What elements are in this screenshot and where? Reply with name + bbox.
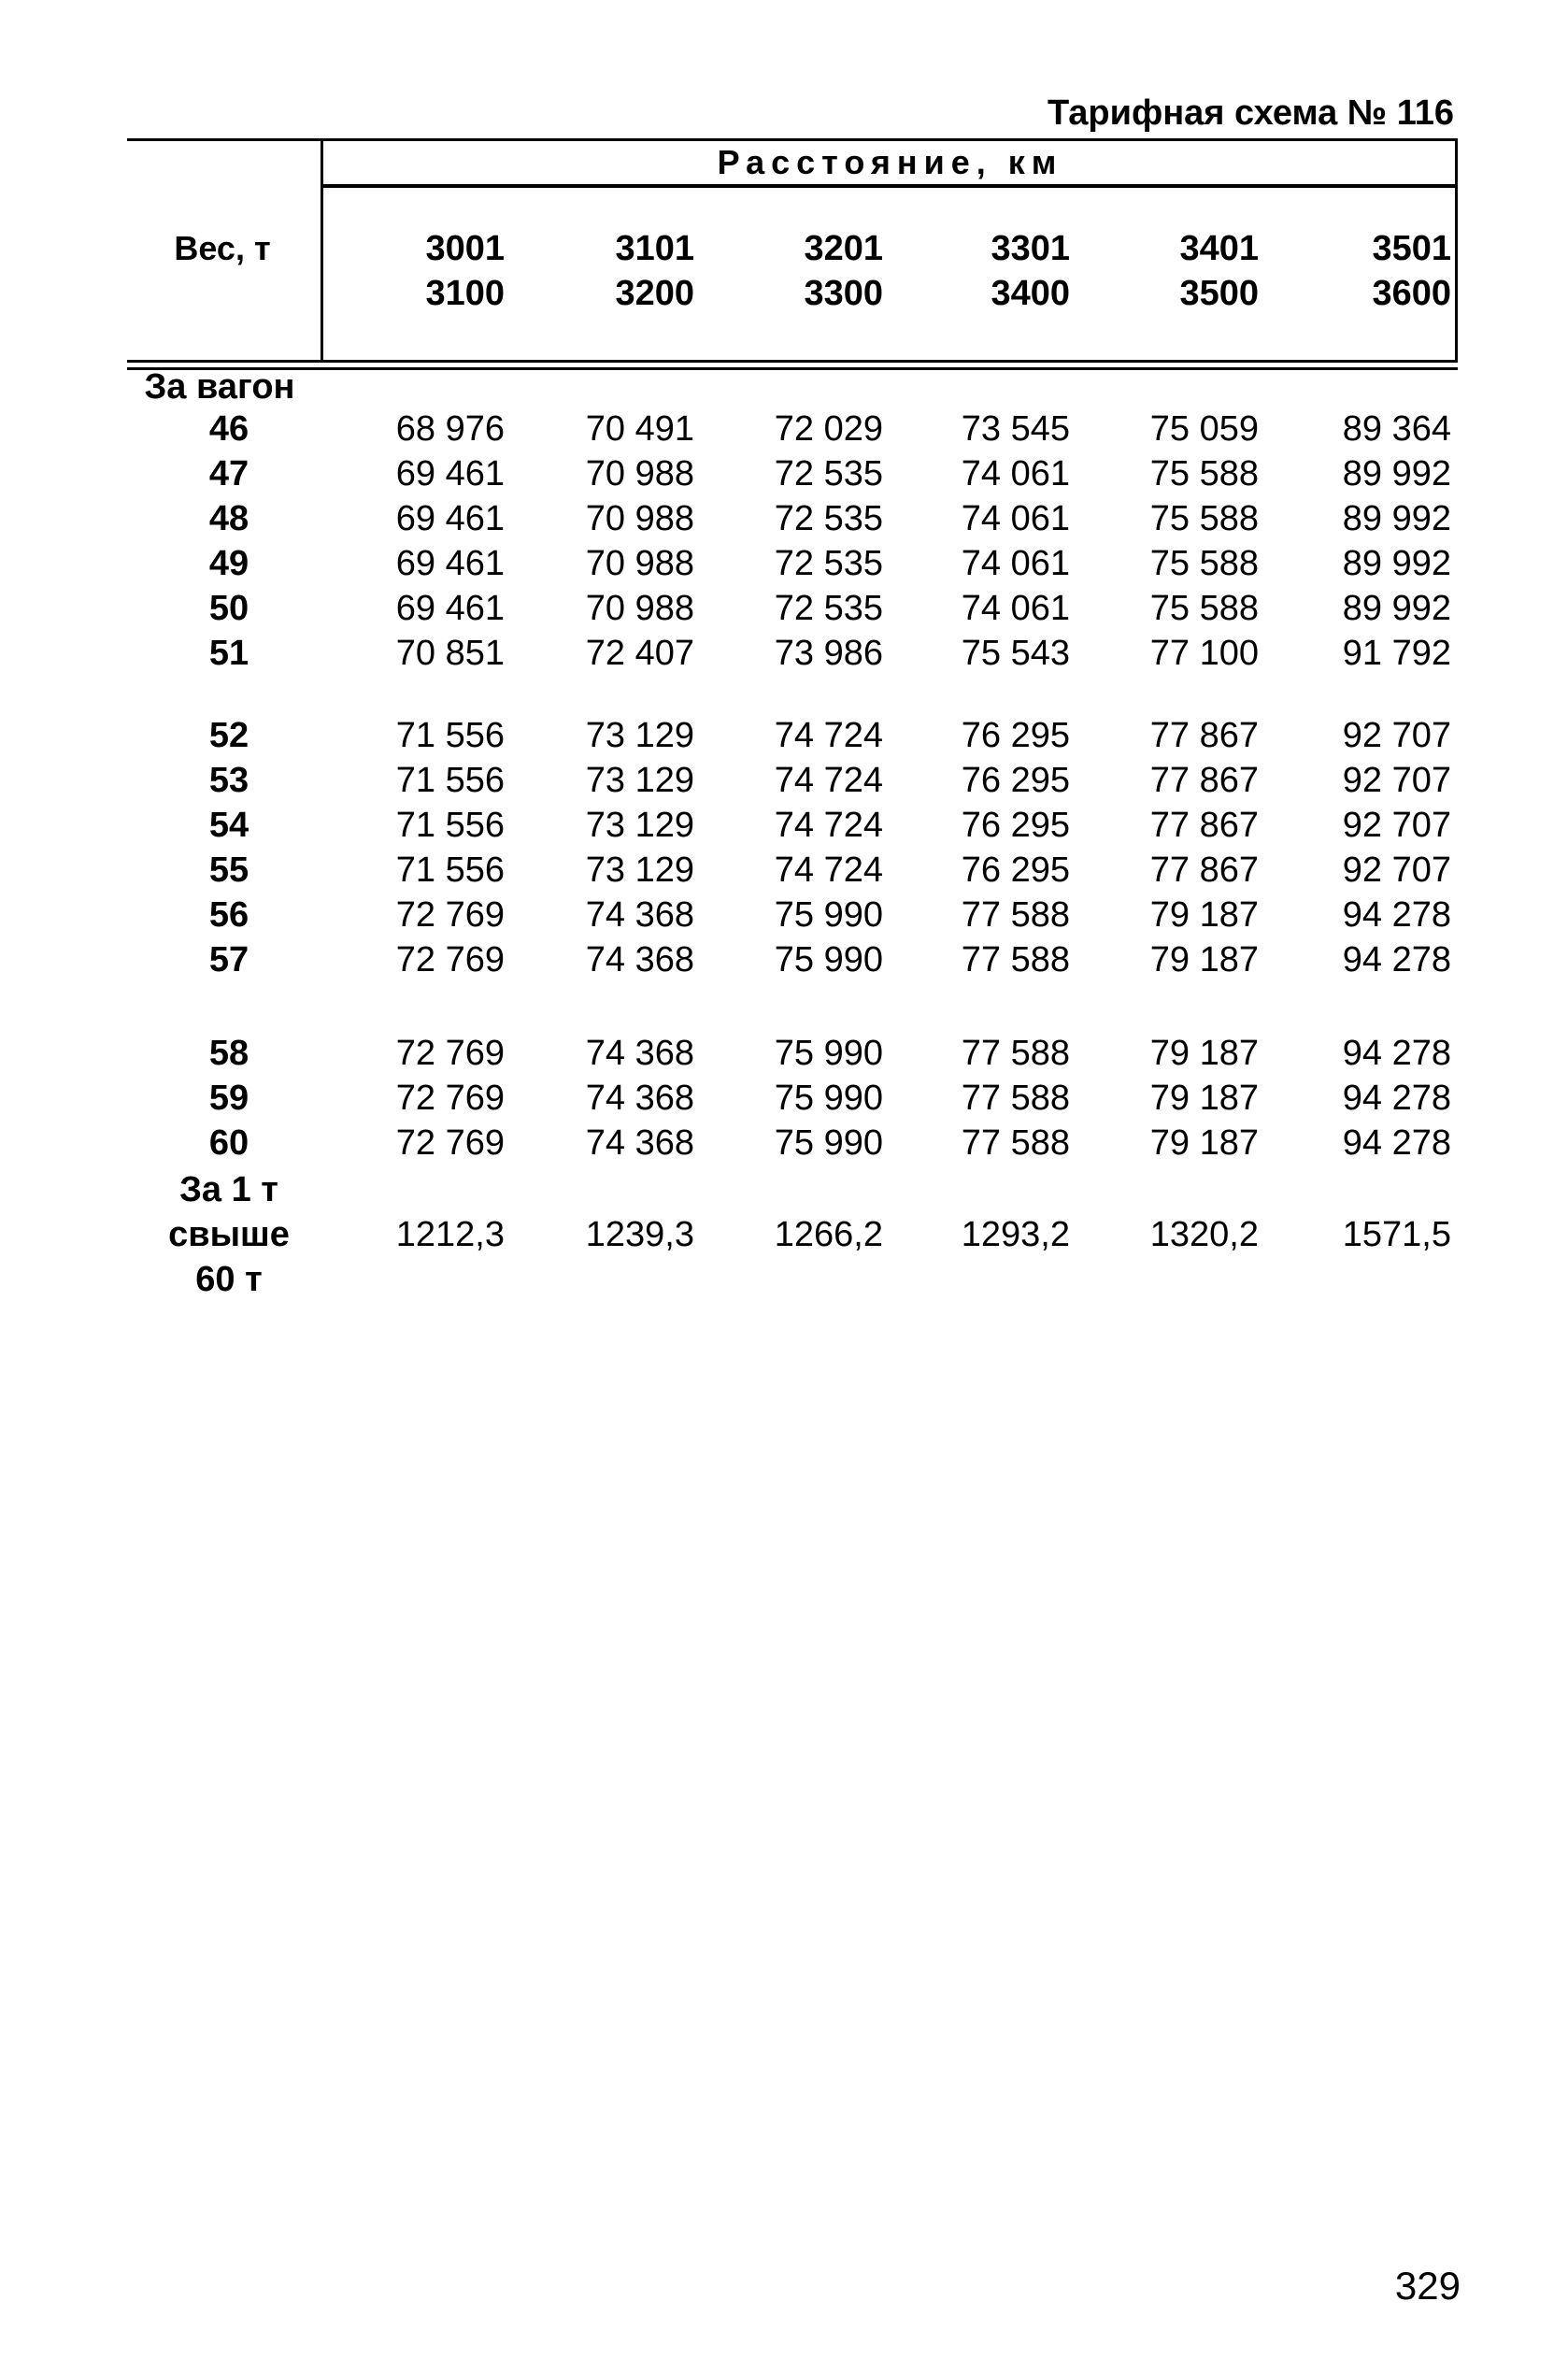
tariff-cell: 75 543	[961, 634, 1070, 673]
tariff-cell: 94 278	[1342, 940, 1451, 979]
tariff-cell: 94 278	[1342, 1123, 1451, 1163]
tariff-cell: 70 988	[585, 499, 694, 538]
tariff-cell: 77 867	[1149, 716, 1259, 755]
distance-underline	[322, 184, 1458, 188]
page-number: 329	[1394, 2264, 1461, 2308]
range-to: 3400	[991, 274, 1070, 313]
header-bottom-rule-2	[127, 367, 1458, 370]
weight-cell: 54	[208, 806, 249, 845]
table-row	[0, 544, 1568, 589]
tariff-cell: 92 707	[1342, 716, 1451, 755]
range-column-3	[734, 226, 883, 316]
tariff-cell: 72 535	[774, 544, 883, 583]
tariff-cell: 94 278	[1342, 1079, 1451, 1118]
tariff-cell: 77 588	[961, 1123, 1070, 1163]
tariff-cell: 92 707	[1342, 761, 1451, 800]
tariff-cell: 79 187	[1149, 1123, 1259, 1163]
tariff-cell: 75 990	[774, 1034, 883, 1073]
tariff-cell: 68 976	[395, 409, 505, 449]
tariff-cell: 74 061	[961, 589, 1070, 628]
per-ton-cell: 1293,2	[961, 1215, 1070, 1254]
tariff-cell: 69 461	[395, 589, 505, 628]
tariff-cell: 74 061	[961, 454, 1070, 493]
tariff-cell: 74 061	[961, 499, 1070, 538]
per-ton-label-line1: За 1 т	[179, 1170, 278, 1209]
table-row	[0, 589, 1568, 634]
tariff-cell: 72 407	[585, 634, 694, 673]
weight-cell: 57	[208, 940, 249, 979]
tariff-cell: 92 707	[1342, 806, 1451, 845]
range-to: 3600	[1372, 274, 1451, 313]
table-row	[0, 634, 1568, 679]
table-row	[0, 940, 1568, 985]
tariff-cell: 72 769	[395, 1034, 505, 1073]
tariff-cell: 72 769	[395, 895, 505, 935]
tariff-cell: 77 588	[961, 895, 1070, 935]
range-column-6	[1302, 226, 1451, 316]
tariff-cell: 94 278	[1342, 895, 1451, 935]
range-to: 3100	[425, 274, 505, 313]
tariff-cell: 72 769	[395, 1079, 505, 1118]
weight-header: Вес, т	[174, 229, 271, 267]
range-from: 3201	[804, 229, 883, 268]
range-column-4	[920, 226, 1070, 316]
tariff-cell: 70 988	[585, 544, 694, 583]
tariff-cell: 79 187	[1149, 1079, 1259, 1118]
range-to: 3300	[804, 274, 883, 313]
tariff-cell: 76 295	[961, 716, 1070, 755]
per-ton-label-line2: свыше	[168, 1215, 290, 1254]
table-row	[0, 851, 1568, 895]
weight-cell: 52	[208, 716, 249, 755]
range-column-2	[545, 226, 694, 316]
tariff-cell: 70 851	[395, 634, 505, 673]
tariff-cell: 77 867	[1149, 851, 1259, 890]
range-to: 3200	[615, 274, 694, 313]
tariff-cell: 75 588	[1149, 544, 1259, 583]
tariff-cell: 72 535	[774, 454, 883, 493]
tariff-cell: 71 556	[395, 761, 505, 800]
tariff-cell: 89 364	[1342, 409, 1451, 449]
weight-cell: 46	[208, 409, 249, 449]
per-ton-cell: 1571,5	[1342, 1215, 1451, 1254]
tariff-cell: 73 545	[961, 409, 1070, 449]
tariff-cell: 69 461	[395, 454, 505, 493]
tariff-cell: 75 990	[774, 940, 883, 979]
per-wagon-label: За вагон	[144, 367, 295, 407]
tariff-cell: 72 029	[774, 409, 883, 449]
range-from: 3301	[991, 229, 1070, 268]
table-row	[0, 409, 1568, 454]
tariff-cell: 76 295	[961, 806, 1070, 845]
tariff-cell: 69 461	[395, 499, 505, 538]
tariff-cell: 91 792	[1342, 634, 1451, 673]
range-to: 3500	[1179, 274, 1259, 313]
range-column-1	[355, 226, 505, 316]
tariff-cell: 71 556	[395, 806, 505, 845]
per-ton-cell: 1212,3	[395, 1215, 505, 1254]
tariff-cell: 74 724	[774, 716, 883, 755]
header-top-rule	[127, 138, 1458, 141]
weight-cell: 58	[208, 1034, 249, 1073]
tariff-cell: 79 187	[1149, 940, 1259, 979]
weight-cell: 60	[208, 1123, 249, 1163]
table-row	[0, 895, 1568, 940]
tariff-cell: 74 368	[585, 1079, 694, 1118]
tariff-cell: 74 724	[774, 806, 883, 845]
tariff-cell: 77 588	[961, 1034, 1070, 1073]
table-row	[0, 499, 1568, 544]
table-row	[0, 1034, 1568, 1079]
per-ton-label-line3: 60 т	[195, 1260, 263, 1299]
tariff-cell: 89 992	[1342, 589, 1451, 628]
tariff-cell: 73 129	[585, 761, 694, 800]
tariff-cell: 75 588	[1149, 499, 1259, 538]
tariff-cell: 70 988	[585, 589, 694, 628]
tariff-cell: 77 588	[961, 1079, 1070, 1118]
weight-cell: 56	[208, 895, 249, 935]
per-ton-values	[0, 1215, 1568, 1260]
weight-cell: 48	[208, 499, 249, 538]
tariff-cell: 70 491	[585, 409, 694, 449]
tariff-cell: 75 990	[774, 1079, 883, 1118]
tariff-cell: 77 867	[1149, 806, 1259, 845]
tariff-cell: 72 535	[774, 499, 883, 538]
tariff-cell: 73 129	[585, 806, 694, 845]
tariff-cell: 71 556	[395, 851, 505, 890]
tariff-cell: 77 100	[1149, 634, 1259, 673]
tariff-cell: 92 707	[1342, 851, 1451, 890]
tariff-cell: 79 187	[1149, 895, 1259, 935]
tariff-cell: 76 295	[961, 851, 1070, 890]
tariff-cell: 89 992	[1342, 454, 1451, 493]
tariff-cell: 71 556	[395, 716, 505, 755]
tariff-cell: 94 278	[1342, 1034, 1451, 1073]
tariff-cell: 74 724	[774, 851, 883, 890]
range-column-5	[1109, 226, 1259, 316]
tariff-cell: 74 061	[961, 544, 1070, 583]
per-ton-cell: 1320,2	[1149, 1215, 1259, 1254]
tariff-cell: 75 059	[1149, 409, 1259, 449]
tariff-cell: 75 588	[1149, 589, 1259, 628]
table-row	[0, 454, 1568, 499]
tariff-cell: 70 988	[585, 454, 694, 493]
tariff-cell: 74 368	[585, 895, 694, 935]
tariff-cell: 75 990	[774, 895, 883, 935]
tariff-cell: 76 295	[961, 761, 1070, 800]
tariff-cell: 74 368	[585, 1034, 694, 1073]
tariff-cell: 74 368	[585, 1123, 694, 1163]
tariff-cell: 89 992	[1342, 499, 1451, 538]
tariff-cell: 73 129	[585, 716, 694, 755]
tariff-cell: 73 986	[774, 634, 883, 673]
weight-cell: 47	[208, 454, 249, 493]
range-from: 3401	[1179, 229, 1259, 268]
scheme-title: Тарифная схема № 116	[1047, 93, 1454, 133]
weight-cell: 51	[208, 634, 249, 673]
tariff-cell: 72 769	[395, 940, 505, 979]
per-ton-cell: 1266,2	[774, 1215, 883, 1254]
weight-cell: 59	[208, 1079, 249, 1118]
tariff-cell: 72 769	[395, 1123, 505, 1163]
range-from: 3501	[1372, 229, 1451, 268]
tariff-cell: 69 461	[395, 544, 505, 583]
tariff-cell: 74 724	[774, 761, 883, 800]
weight-cell: 53	[208, 761, 249, 800]
tariff-cell: 79 187	[1149, 1034, 1259, 1073]
table-row	[0, 1123, 1568, 1168]
tariff-cell: 89 992	[1342, 544, 1451, 583]
header-bottom-rule-1	[127, 360, 1458, 363]
weight-cell: 55	[208, 851, 249, 890]
table-row	[0, 1079, 1568, 1123]
per-ton-cell: 1239,3	[585, 1215, 694, 1254]
weight-cell: 50	[208, 589, 249, 628]
range-from: 3001	[425, 229, 505, 268]
table-row	[0, 716, 1568, 761]
tariff-cell: 77 867	[1149, 761, 1259, 800]
table-row	[0, 806, 1568, 851]
tariff-cell: 75 990	[774, 1123, 883, 1163]
distance-header: Расстояние, км	[717, 143, 1063, 181]
tariff-cell: 74 368	[585, 940, 694, 979]
range-from: 3101	[615, 229, 694, 268]
weight-cell: 49	[208, 544, 249, 583]
tariff-cell: 72 535	[774, 589, 883, 628]
tariff-cell: 73 129	[585, 851, 694, 890]
tariff-cell: 75 588	[1149, 454, 1259, 493]
tariff-cell: 77 588	[961, 940, 1070, 979]
table-row	[0, 761, 1568, 806]
